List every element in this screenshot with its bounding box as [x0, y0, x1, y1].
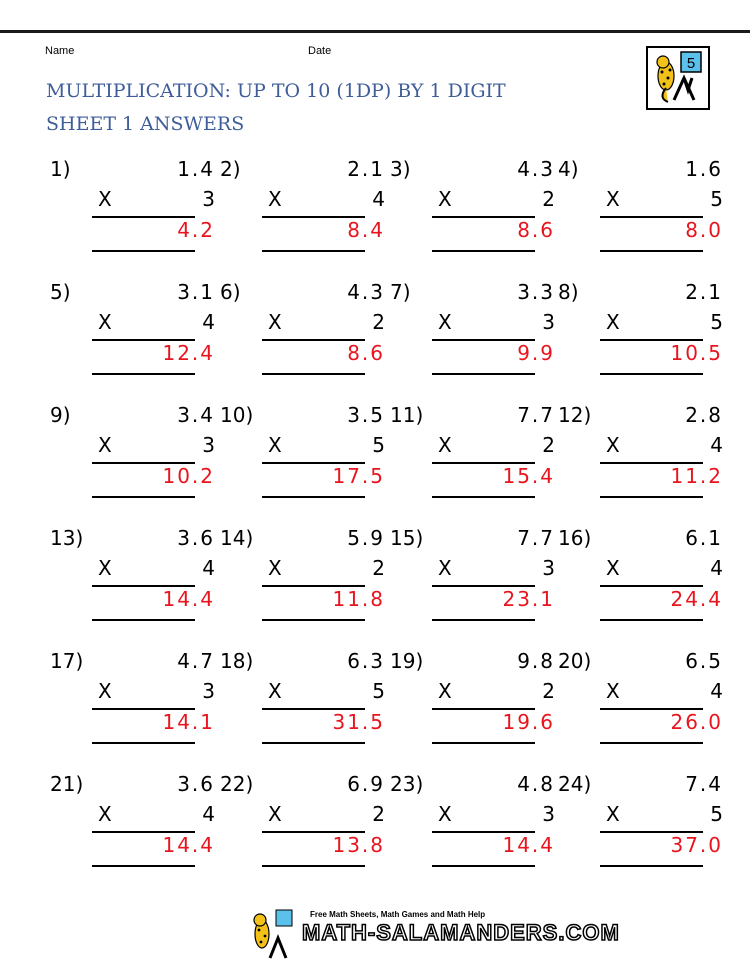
problem	[220, 403, 390, 513]
times-sign: X	[98, 433, 112, 457]
multiplier: 4	[202, 556, 215, 580]
multiplier: 5	[710, 802, 723, 826]
multiplicand: 4.8	[517, 772, 555, 796]
answer-top-rule	[432, 831, 535, 833]
answer: 31.5	[332, 710, 385, 734]
multiplier: 2	[542, 433, 555, 457]
times-sign: X	[438, 433, 452, 457]
times-sign: X	[98, 310, 112, 334]
answer-bottom-rule	[600, 250, 703, 252]
problem	[390, 280, 560, 390]
problem	[220, 649, 390, 759]
multiplicand: 6.3	[347, 649, 385, 673]
times-sign: X	[268, 310, 282, 334]
multiplicand: 2.8	[685, 403, 723, 427]
answer-top-rule	[432, 708, 535, 710]
times-sign: X	[438, 556, 452, 580]
multiplier: 4	[710, 556, 723, 580]
problem-number: 19)	[390, 649, 424, 673]
problem-number: 20)	[558, 649, 592, 673]
answer-top-rule	[92, 585, 195, 587]
answer-top-rule	[600, 708, 703, 710]
answer-bottom-rule	[432, 373, 535, 375]
times-sign: X	[268, 433, 282, 457]
answer-bottom-rule	[92, 496, 195, 498]
times-sign: X	[98, 802, 112, 826]
problem-number: 18)	[220, 649, 254, 673]
footer-logo	[246, 906, 620, 962]
multiplicand: 2.1	[685, 280, 723, 304]
problem-number: 12)	[558, 403, 592, 427]
problem-number: 4)	[558, 157, 579, 181]
multiplicand: 7.7	[517, 403, 555, 427]
multiplicand: 9.8	[517, 649, 555, 673]
answer-bottom-rule	[600, 373, 703, 375]
salamander-icon	[648, 48, 708, 108]
multiplier: 2	[372, 556, 385, 580]
answer-top-rule	[92, 708, 195, 710]
answer: 15.4	[502, 464, 555, 488]
multiplier: 3	[542, 802, 555, 826]
answer-top-rule	[262, 708, 365, 710]
problem	[220, 772, 390, 882]
footer-tagline: Free Math Sheets, Math Games and Math Help	[310, 910, 486, 919]
logo-number: 5	[686, 55, 696, 72]
multiplicand: 5.9	[347, 526, 385, 550]
answer-top-rule	[92, 339, 195, 341]
answer-bottom-rule	[92, 619, 195, 621]
answer-bottom-rule	[92, 742, 195, 744]
multiplier: 4	[710, 679, 723, 703]
answer: 4.2	[177, 218, 215, 242]
problem-number: 9)	[50, 403, 71, 427]
multiplier: 4	[202, 310, 215, 334]
problem	[220, 280, 390, 390]
multiplier: 3	[542, 556, 555, 580]
answer-top-rule	[262, 216, 365, 218]
answer: 19.6	[502, 710, 555, 734]
multiplicand: 6.1	[685, 526, 723, 550]
answer-bottom-rule	[432, 496, 535, 498]
answer: 14.4	[162, 833, 215, 857]
multiplier: 2	[372, 802, 385, 826]
answer-top-rule	[600, 462, 703, 464]
answer-top-rule	[262, 585, 365, 587]
times-sign: X	[606, 556, 620, 580]
problem-number: 7)	[390, 280, 411, 304]
multiplicand: 7.4	[685, 772, 723, 796]
problem	[558, 403, 728, 513]
salamander-logo	[646, 46, 710, 110]
problem	[50, 649, 220, 759]
answer-bottom-rule	[600, 496, 703, 498]
answer-top-rule	[92, 216, 195, 218]
problem-number: 22)	[220, 772, 254, 796]
answer-bottom-rule	[92, 250, 195, 252]
answer: 37.0	[670, 833, 723, 857]
times-sign: X	[606, 433, 620, 457]
multiplier: 3	[542, 310, 555, 334]
multiplier: 4	[710, 433, 723, 457]
times-sign: X	[98, 679, 112, 703]
answer: 14.1	[162, 710, 215, 734]
answer: 24.4	[670, 587, 723, 611]
times-sign: X	[438, 187, 452, 211]
answer-top-rule	[92, 831, 195, 833]
answer: 26.0	[670, 710, 723, 734]
answer-bottom-rule	[262, 250, 365, 252]
problem	[50, 403, 220, 513]
problem-number: 14)	[220, 526, 254, 550]
top-rule	[0, 30, 750, 33]
answer-bottom-rule	[432, 742, 535, 744]
multiplicand: 4.3	[517, 157, 555, 181]
answer: 11.8	[332, 587, 385, 611]
multiplier: 5	[372, 433, 385, 457]
problem	[390, 772, 560, 882]
answer-top-rule	[262, 339, 365, 341]
multiplicand: 3.3	[517, 280, 555, 304]
times-sign: X	[98, 187, 112, 211]
answer-bottom-rule	[600, 865, 703, 867]
problem	[558, 526, 728, 636]
page-subtitle: SHEET 1 ANSWERS	[46, 113, 245, 135]
multiplier: 3	[202, 187, 215, 211]
answer-bottom-rule	[600, 742, 703, 744]
problem	[558, 649, 728, 759]
answer-top-rule	[600, 831, 703, 833]
answer-top-rule	[92, 462, 195, 464]
problem-number: 1)	[50, 157, 71, 181]
times-sign: X	[268, 556, 282, 580]
problem	[50, 772, 220, 882]
problem	[390, 649, 560, 759]
answer-bottom-rule	[92, 865, 195, 867]
multiplier: 3	[202, 433, 215, 457]
problem	[50, 526, 220, 636]
problem-number: 17)	[50, 649, 84, 673]
answer: 12.4	[162, 341, 215, 365]
times-sign: X	[438, 310, 452, 334]
times-sign: X	[606, 310, 620, 334]
answer-top-rule	[600, 339, 703, 341]
problem-number: 23)	[390, 772, 424, 796]
multiplier: 2	[542, 679, 555, 703]
multiplicand: 3.6	[177, 526, 215, 550]
answer: 17.5	[332, 464, 385, 488]
problem-number: 3)	[390, 157, 411, 181]
footer-brand: MATH-SALAMANDERS.COM	[302, 920, 620, 945]
times-sign: X	[438, 802, 452, 826]
problem-number: 13)	[50, 526, 84, 550]
answer-bottom-rule	[262, 865, 365, 867]
problem	[558, 157, 728, 267]
answer: 10.2	[162, 464, 215, 488]
times-sign: X	[268, 679, 282, 703]
multiplier: 5	[710, 310, 723, 334]
answer-bottom-rule	[432, 250, 535, 252]
answer: 10.5	[670, 341, 723, 365]
answer-top-rule	[262, 831, 365, 833]
problem-number: 5)	[50, 280, 71, 304]
problem	[558, 280, 728, 390]
answer-bottom-rule	[432, 865, 535, 867]
answer: 8.6	[347, 341, 385, 365]
answer: 23.1	[502, 587, 555, 611]
answer-bottom-rule	[92, 373, 195, 375]
answer-bottom-rule	[262, 742, 365, 744]
multiplicand: 3.5	[347, 403, 385, 427]
date-label: Date	[308, 45, 332, 57]
problem-number: 10)	[220, 403, 254, 427]
answer-top-rule	[432, 462, 535, 464]
times-sign: X	[268, 802, 282, 826]
answer: 14.4	[502, 833, 555, 857]
answer: 8.4	[347, 218, 385, 242]
multiplicand: 1.6	[685, 157, 723, 181]
problem-number: 21)	[50, 772, 84, 796]
times-sign: X	[606, 187, 620, 211]
answer: 8.6	[517, 218, 555, 242]
problem	[390, 403, 560, 513]
multiplicand: 2.1	[347, 157, 385, 181]
multiplier: 4	[202, 802, 215, 826]
multiplicand: 4.3	[347, 280, 385, 304]
multiplicand: 6.9	[347, 772, 385, 796]
problem-number: 24)	[558, 772, 592, 796]
answer: 13.8	[332, 833, 385, 857]
answer-top-rule	[432, 216, 535, 218]
answer-bottom-rule	[262, 496, 365, 498]
times-sign: X	[606, 679, 620, 703]
answer: 11.2	[670, 464, 723, 488]
multiplicand: 4.7	[177, 649, 215, 673]
answer-bottom-rule	[262, 373, 365, 375]
multiplicand: 1.4	[177, 157, 215, 181]
multiplier: 5	[372, 679, 385, 703]
answer-top-rule	[262, 462, 365, 464]
answer-top-rule	[600, 216, 703, 218]
problem	[390, 526, 560, 636]
answer-top-rule	[432, 339, 535, 341]
problem	[50, 157, 220, 267]
multiplier: 5	[710, 187, 723, 211]
multiplicand: 3.6	[177, 772, 215, 796]
multiplicand: 3.4	[177, 403, 215, 427]
answer: 9.9	[517, 341, 555, 365]
answer-top-rule	[432, 585, 535, 587]
problem-number: 16)	[558, 526, 592, 550]
multiplier: 2	[542, 187, 555, 211]
multiplicand: 3.1	[177, 280, 215, 304]
times-sign: X	[268, 187, 282, 211]
problem-number: 15)	[390, 526, 424, 550]
problem-number: 2)	[220, 157, 241, 181]
problem	[220, 526, 390, 636]
multiplicand: 7.7	[517, 526, 555, 550]
multiplier: 2	[372, 310, 385, 334]
times-sign: X	[606, 802, 620, 826]
multiplier: 4	[372, 187, 385, 211]
answer: 8.0	[685, 218, 723, 242]
problem	[390, 157, 560, 267]
answer-bottom-rule	[432, 619, 535, 621]
problem	[558, 772, 728, 882]
answer-bottom-rule	[262, 619, 365, 621]
answer-top-rule	[600, 585, 703, 587]
name-label: Name	[45, 45, 75, 57]
salamander-icon	[246, 906, 302, 962]
problem-number: 11)	[390, 403, 424, 427]
page-title: MULTIPLICATION: UP TO 10 (1DP) BY 1 DIGIT	[46, 80, 506, 102]
times-sign: X	[98, 556, 112, 580]
problem	[220, 157, 390, 267]
problem	[50, 280, 220, 390]
problem-number: 8)	[558, 280, 579, 304]
times-sign: X	[438, 679, 452, 703]
multiplier: 3	[202, 679, 215, 703]
answer-bottom-rule	[600, 619, 703, 621]
multiplicand: 6.5	[685, 649, 723, 673]
answer: 14.4	[162, 587, 215, 611]
problem-number: 6)	[220, 280, 241, 304]
